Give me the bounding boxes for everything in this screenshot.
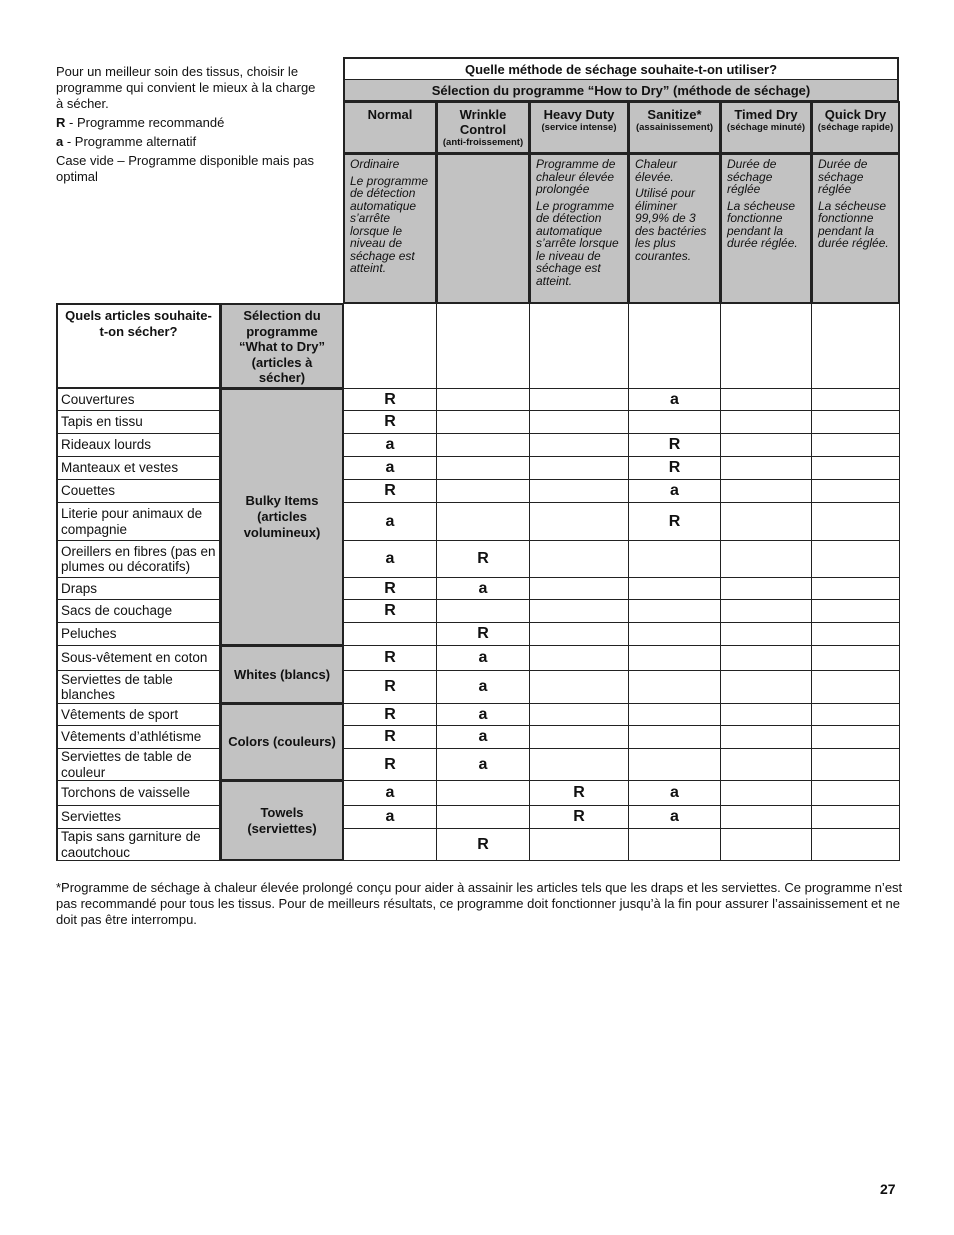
item-label: Torchons de vaisselle bbox=[56, 780, 221, 806]
program-mark bbox=[628, 725, 721, 749]
description-line: Ordinaire bbox=[350, 157, 400, 171]
cycle-name: Timed Dry bbox=[734, 107, 798, 122]
program-mark bbox=[720, 748, 812, 781]
program-mark: a bbox=[436, 670, 530, 704]
program-mark bbox=[436, 410, 530, 434]
page-number: 27 bbox=[880, 1181, 896, 1197]
footnote: *Programme de séchage à chaleur élevée prolongé conçu pour aider à assainir les articles tels que les draps et les serviettes. Ce programme n’est pas recommandé pour tous les tissus. Pour de meilleurs résultats, ce programme doit fonctionner jusqu’à la fin pour assurer l’assainissement et ne doit pas être interrompu. bbox=[56, 880, 903, 927]
program-mark bbox=[529, 456, 629, 480]
description-line: Utilisé pour éliminer 99,9% de 3 des bactéries les plus courantes. bbox=[635, 186, 707, 263]
program-mark bbox=[436, 805, 530, 829]
program-mark: a bbox=[343, 540, 437, 578]
program-mark bbox=[811, 748, 900, 781]
program-mark bbox=[436, 456, 530, 480]
legend-a-text: - Programme alternatif bbox=[63, 134, 197, 149]
item-label: Serviettes bbox=[56, 805, 221, 829]
program-mark: a bbox=[436, 645, 530, 671]
cycle-header-2 bbox=[529, 101, 629, 154]
program-mark bbox=[628, 410, 721, 434]
empty-header-cell bbox=[343, 303, 437, 389]
legend-alternative bbox=[56, 134, 326, 150]
item-label: Couettes bbox=[56, 479, 221, 503]
cycle-header-0 bbox=[343, 101, 437, 154]
program-mark bbox=[811, 805, 900, 829]
program-mark: a bbox=[436, 725, 530, 749]
program-mark: R bbox=[529, 805, 629, 829]
empty-header-cell bbox=[628, 303, 721, 389]
program-mark bbox=[628, 748, 721, 781]
program-mark bbox=[436, 388, 530, 411]
program-mark bbox=[529, 703, 629, 726]
program-mark: R bbox=[343, 703, 437, 726]
legend-a-key: a bbox=[56, 134, 64, 149]
program-mark bbox=[720, 828, 812, 861]
item-label: Draps bbox=[56, 577, 221, 600]
cycle-header-3 bbox=[628, 101, 721, 154]
program-mark: R bbox=[343, 670, 437, 704]
item-label: Serviettes de table de couleur bbox=[56, 748, 221, 781]
category-3: Towels (serviettes) bbox=[220, 780, 344, 861]
program-mark bbox=[811, 828, 900, 861]
program-mark: R bbox=[436, 622, 530, 646]
description-line: Le programme de détection automatique s’arrête lorsque le niveau de séchage est atteint. bbox=[350, 173, 429, 275]
legend-empty: Case vide – Programme disponible mais pas optimal bbox=[56, 153, 314, 184]
program-mark bbox=[811, 577, 900, 600]
cycle-name: Normal bbox=[367, 107, 413, 122]
program-mark bbox=[628, 703, 721, 726]
program-mark bbox=[811, 433, 900, 457]
program-mark: a bbox=[343, 502, 437, 541]
legend-intro: Pour un meilleur soin des tissus, choisir le programme qui convient le mieux à la charge à sécher. bbox=[56, 64, 316, 111]
program-mark bbox=[811, 502, 900, 541]
program-mark bbox=[529, 388, 629, 411]
method-selection-header: Sélection du programme “How to Dry” (méthode de séchage) bbox=[343, 79, 899, 102]
program-mark: a bbox=[436, 703, 530, 726]
program-mark bbox=[720, 410, 812, 434]
description-line: Chaleur élevée. bbox=[635, 157, 678, 184]
program-mark: a bbox=[343, 433, 437, 457]
empty-header-cell bbox=[436, 303, 530, 389]
program-mark bbox=[529, 828, 629, 861]
program-mark: a bbox=[343, 805, 437, 829]
program-mark: a bbox=[628, 388, 721, 411]
program-mark: R bbox=[628, 456, 721, 480]
empty-header-cell bbox=[720, 303, 812, 389]
description-line: La sécheuse fonctionne pendant la durée réglée. bbox=[818, 198, 889, 250]
program-mark bbox=[529, 599, 629, 623]
category-0: Bulky Items (articles volumineux) bbox=[220, 388, 344, 646]
item-label: Tapis sans garniture de caoutchouc bbox=[56, 828, 221, 861]
program-mark bbox=[811, 725, 900, 749]
program-mark: R bbox=[343, 410, 437, 434]
program-mark bbox=[529, 645, 629, 671]
program-mark bbox=[436, 780, 530, 806]
cycle-name: Heavy Duty bbox=[543, 107, 615, 122]
program-mark: R bbox=[343, 645, 437, 671]
cycle-description-2 bbox=[529, 153, 629, 304]
legend-r-key: R bbox=[56, 115, 66, 130]
program-mark bbox=[343, 828, 437, 861]
description-line: Durée de séchage réglée bbox=[818, 157, 868, 196]
program-mark bbox=[436, 479, 530, 503]
program-mark bbox=[529, 622, 629, 646]
program-mark bbox=[811, 456, 900, 480]
description-line: Durée de séchage réglée bbox=[727, 157, 777, 196]
cycle-subtitle: (séchage rapide) bbox=[817, 122, 894, 133]
cycle-header-4 bbox=[720, 101, 812, 154]
program-mark bbox=[529, 748, 629, 781]
program-mark bbox=[628, 540, 721, 578]
program-mark bbox=[720, 433, 812, 457]
empty-header-cell bbox=[811, 303, 900, 389]
program-mark bbox=[628, 577, 721, 600]
program-mark: a bbox=[628, 479, 721, 503]
what-to-dry-header: Sélection du programme “What to Dry” (articles à sécher) bbox=[220, 303, 344, 389]
description-line: La sécheuse fonctionne pendant la durée réglée. bbox=[727, 198, 798, 250]
method-question-header: Quelle méthode de séchage souhaite-t-on utiliser? bbox=[343, 57, 899, 80]
program-mark bbox=[529, 479, 629, 503]
program-mark: R bbox=[343, 748, 437, 781]
legend-recommended bbox=[56, 115, 326, 131]
legend bbox=[56, 64, 326, 188]
program-mark bbox=[529, 540, 629, 578]
program-mark: a bbox=[628, 805, 721, 829]
program-mark bbox=[811, 410, 900, 434]
program-mark bbox=[720, 388, 812, 411]
item-label: Couvertures bbox=[56, 388, 221, 411]
category-2: Colors (couleurs) bbox=[220, 703, 344, 781]
category-1: Whites (blancs) bbox=[220, 645, 344, 704]
program-mark bbox=[720, 479, 812, 503]
cycle-description-4 bbox=[720, 153, 812, 304]
item-label: Vêtements d’athlétisme bbox=[56, 725, 221, 749]
program-mark bbox=[811, 479, 900, 503]
program-mark bbox=[529, 670, 629, 704]
program-mark bbox=[811, 780, 900, 806]
program-mark bbox=[529, 577, 629, 600]
description-line: Programme de chaleur élevée prolongée bbox=[536, 157, 616, 196]
item-label: Sous-vêtement en coton bbox=[56, 645, 221, 671]
program-mark: a bbox=[436, 748, 530, 781]
program-mark bbox=[720, 780, 812, 806]
program-mark bbox=[811, 599, 900, 623]
program-mark bbox=[811, 703, 900, 726]
program-mark bbox=[811, 622, 900, 646]
cycle-subtitle: (anti-froissement) bbox=[442, 137, 524, 148]
cycle-subtitle: (service intense) bbox=[541, 122, 617, 133]
program-mark: R bbox=[343, 388, 437, 411]
program-mark bbox=[720, 577, 812, 600]
item-label: Serviettes de table blanches bbox=[56, 670, 221, 704]
cycle-description-5 bbox=[811, 153, 900, 304]
program-mark bbox=[811, 645, 900, 671]
program-mark bbox=[628, 622, 721, 646]
program-mark bbox=[720, 703, 812, 726]
items-header: Quels articles souhaite-t-on sécher? bbox=[56, 303, 221, 389]
program-mark bbox=[720, 805, 812, 829]
program-mark: R bbox=[628, 433, 721, 457]
program-mark: R bbox=[436, 828, 530, 861]
item-label: Manteaux et vestes bbox=[56, 456, 221, 480]
program-mark bbox=[720, 645, 812, 671]
item-label: Vêtements de sport bbox=[56, 703, 221, 726]
program-mark: R bbox=[343, 479, 437, 503]
program-mark bbox=[436, 599, 530, 623]
cycle-description-1 bbox=[436, 153, 530, 304]
program-mark: a bbox=[343, 456, 437, 480]
program-mark: R bbox=[343, 577, 437, 600]
item-label: Tapis en tissu bbox=[56, 410, 221, 434]
program-mark bbox=[436, 502, 530, 541]
program-mark bbox=[628, 599, 721, 623]
program-mark bbox=[529, 502, 629, 541]
cycle-name: Sanitize* bbox=[647, 107, 702, 122]
cycle-subtitle: (assainissement) bbox=[635, 122, 714, 133]
program-mark bbox=[529, 410, 629, 434]
program-mark: R bbox=[343, 599, 437, 623]
program-mark bbox=[720, 502, 812, 541]
empty-header-cell bbox=[529, 303, 629, 389]
program-mark bbox=[628, 670, 721, 704]
cycle-name: Wrinkle Control bbox=[459, 107, 507, 137]
cycle-description-3 bbox=[628, 153, 721, 304]
item-label: Peluches bbox=[56, 622, 221, 646]
program-mark bbox=[529, 725, 629, 749]
item-label: Literie pour animaux de compagnie bbox=[56, 502, 221, 541]
cycle-subtitle: (séchage minuté) bbox=[726, 122, 806, 133]
item-label: Sacs de couchage bbox=[56, 599, 221, 623]
program-mark bbox=[529, 433, 629, 457]
program-mark bbox=[811, 388, 900, 411]
program-mark bbox=[720, 456, 812, 480]
program-mark: a bbox=[343, 780, 437, 806]
item-label: Oreillers en fibres (pas en plumes ou décoratifs) bbox=[56, 540, 221, 578]
program-mark bbox=[436, 433, 530, 457]
program-mark bbox=[720, 540, 812, 578]
program-mark bbox=[720, 670, 812, 704]
program-mark: R bbox=[343, 725, 437, 749]
description-line: Le programme de détection automatique s’arrête lorsque le niveau de séchage est atteint. bbox=[536, 198, 619, 288]
item-label: Rideaux lourds bbox=[56, 433, 221, 457]
program-mark bbox=[628, 828, 721, 861]
program-mark bbox=[343, 622, 437, 646]
program-mark bbox=[811, 540, 900, 578]
program-mark bbox=[720, 725, 812, 749]
program-mark: a bbox=[436, 577, 530, 600]
program-mark bbox=[628, 645, 721, 671]
program-mark: R bbox=[529, 780, 629, 806]
cycle-description-0 bbox=[343, 153, 437, 304]
cycle-name: Quick Dry bbox=[824, 107, 887, 122]
program-mark: R bbox=[628, 502, 721, 541]
program-mark: R bbox=[436, 540, 530, 578]
program-mark bbox=[720, 622, 812, 646]
program-mark bbox=[811, 670, 900, 704]
cycle-header-5 bbox=[811, 101, 900, 154]
cycle-header-1 bbox=[436, 101, 530, 154]
legend-r-text: - Programme recommandé bbox=[65, 115, 225, 130]
program-mark: a bbox=[628, 780, 721, 806]
program-mark bbox=[720, 599, 812, 623]
